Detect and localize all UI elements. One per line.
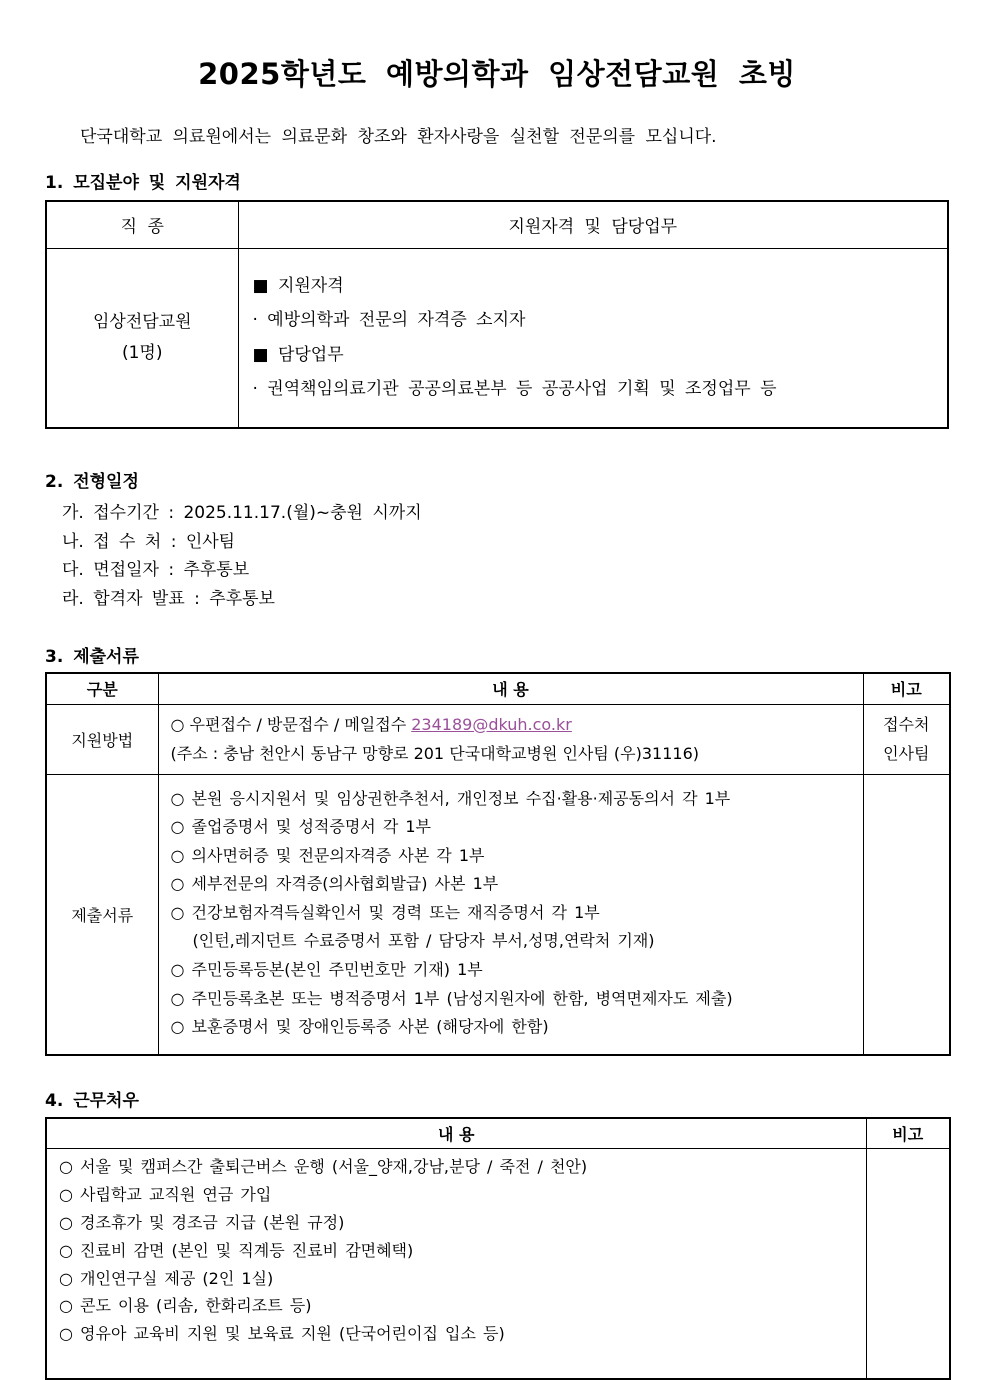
schedule-item-reception-office: 나. 접 수 처 : 인사팀 (62, 531, 236, 552)
submit-doc-item-continuation: (인턴,레지던트 수료증명서 포함 / 담당자 부서,성명,연락처 기재) (192, 931, 655, 951)
table-row (46, 1149, 950, 1379)
col-header-job-type: 직 종 (46, 201, 238, 248)
position-cell (46, 248, 238, 428)
schedule-item-result-announcement: 라. 합격자 발표 : 추후통보 (62, 588, 275, 609)
apply-method-label: 지원방법 (46, 704, 158, 774)
benefit-item: ○ 개인연구실 제공 (2인 1실) (59, 1268, 274, 1288)
table-header-row (46, 1118, 950, 1149)
col-header-content: 내 용 (46, 1118, 866, 1149)
apply-method-note-cell (863, 704, 950, 774)
col-header-qualification: 지원자격 및 담당업무 (238, 201, 948, 248)
section1-heading: 1. 모집분야 및 지원자격 (45, 173, 241, 193)
col-header-note: 비고 (866, 1118, 950, 1149)
table-header-row (46, 673, 950, 704)
duty-item: · 권역책임의료기관 공공의료본부 등 공공사업 기획 및 조정업무 등 (252, 379, 777, 400)
submit-doc-item: ○ 주민등록등본(본인 주민번호만 기재) 1부 (170, 960, 483, 980)
apply-method-cell (158, 704, 863, 774)
benefits-note-cell (866, 1149, 950, 1379)
recruit-field-table (45, 200, 949, 429)
qualification-heading: ■ 지원자격 (252, 275, 344, 296)
col-header-note: 비고 (863, 673, 950, 704)
schedule-list (45, 499, 949, 613)
qualification-cell (238, 248, 948, 428)
position-name: 임상전담교원 (92, 311, 192, 332)
section2-heading: 2. 전형일정 (45, 472, 139, 492)
benefit-item: ○ 서울 및 캠퍼스간 출퇴근버스 운행 (서울_양재,강남,분당 / 죽전 / 천안) (59, 1157, 588, 1177)
document-title: 2025학년도 예방의학과 임상전담교원 초빙 (198, 57, 796, 91)
section4-heading: 4. 근무처우 (45, 1090, 139, 1111)
submit-docs-note-cell (863, 774, 950, 1055)
benefit-item: ○ 사립학교 교직원 연금 가입 (59, 1185, 272, 1205)
duty-heading: ■ 담당업무 (252, 344, 344, 365)
qualification-item: · 예방의학과 전문의 자격증 소지자 (252, 310, 526, 331)
email-link[interactable]: 234189@dkuh.co.kr (411, 714, 572, 734)
col-header-content: 내 용 (158, 673, 863, 704)
benefits-cell (46, 1149, 866, 1379)
submit-doc-item: ○ 졸업증명서 및 성적증명서 각 1부 (170, 817, 431, 837)
section3-heading: 3. 제출서류 (45, 647, 139, 667)
benefit-item: ○ 콘도 이용 (리솜, 한화리조트 등) (59, 1296, 312, 1316)
apply-method-address: (주소 : 충남 천안시 동남구 망향로 201 단국대학교병원 인사팀 (우)31116) (170, 743, 700, 763)
benefit-item: ○ 영유아 교육비 지원 및 보육료 지원 (단국어린이집 입소 등) (59, 1324, 505, 1344)
submission-documents-table (45, 672, 951, 1056)
col-header-category: 구분 (46, 673, 158, 704)
apply-method-text: ○ 우편접수 / 방문접수 / 메일접수 (170, 714, 412, 734)
submit-doc-item: ○ 주민등록초본 또는 병적증명서 1부 (남성지원자에 한함, 병역면제자도 제출) (170, 988, 733, 1008)
position-count: (1명) (121, 342, 163, 363)
submit-doc-item: ○ 본원 응시지원서 및 임상권한추천서, 개인정보 수집·활용·제공동의서 각 1부 (170, 788, 731, 808)
table-row (46, 774, 950, 1055)
schedule-item-reception-period: 가. 접수기간 : 2025.11.17.(월)~충원 시까지 (62, 503, 422, 523)
submit-doc-item: ○ 의사면허증 및 전문의자격증 사본 각 1부 (170, 845, 485, 865)
benefit-item: ○ 진료비 감면 (본인 및 직계등 진료비 감면혜택) (59, 1240, 414, 1260)
note-hr-team: 인사팀 (883, 743, 930, 763)
schedule-item-interview-date: 다. 면접일자 : 추후통보 (62, 560, 250, 580)
submit-doc-item: ○ 건강보험자격득실확인서 및 경력 또는 재직증명서 각 1부 (170, 902, 600, 922)
submit-docs-cell (158, 774, 863, 1055)
benefit-item: ○ 경조휴가 및 경조금 지급 (본원 규정) (59, 1212, 345, 1232)
table-row (46, 704, 950, 774)
submit-doc-item: ○ 세부전문의 자격증(의사협회발급) 사본 1부 (170, 874, 499, 894)
note-reception-office: 접수처 (883, 714, 930, 734)
apply-method-line1 (171, 710, 851, 739)
table-header-row (46, 201, 948, 248)
submit-doc-item: ○ 보훈증명서 및 장애인등록증 사본 (해당자에 한함) (170, 1017, 549, 1037)
submit-docs-label: 제출서류 (46, 774, 158, 1055)
intro-text: 단국대학교 의료원에서는 의료문화 창조와 환자사랑을 실천할 전문의를 모십니다. (80, 127, 717, 147)
benefits-table (45, 1117, 951, 1380)
table-row (46, 248, 948, 428)
